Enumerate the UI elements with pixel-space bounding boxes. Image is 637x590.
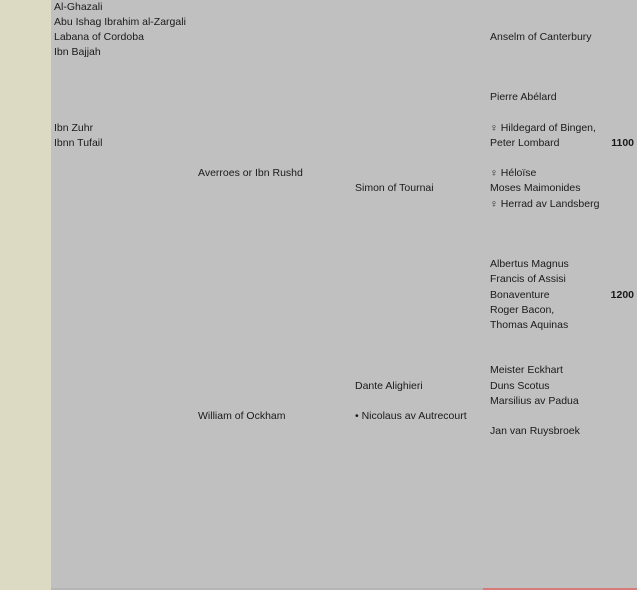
philosopher-name: Ibn Bajjah	[54, 46, 101, 58]
philosopher-name: Bonaventure	[490, 289, 550, 301]
philosopher-name: Thomas Aquinas	[490, 319, 569, 331]
philosopher-name: Ibnn Tufail	[54, 137, 103, 149]
philosopher-name: Ibn Zuhr	[54, 122, 94, 134]
philosopher-name: William of Ockham	[198, 410, 286, 422]
philosopher-name: ♀ Herrad av Landsberg	[490, 198, 600, 210]
philosopher-name: Simon of Tournai	[355, 182, 434, 194]
philosopher-name: Duns Scotus	[490, 380, 550, 392]
philosopher-name: Al-Ghazali	[54, 1, 103, 13]
philosopher-name: Roger Bacon,	[490, 304, 555, 316]
philosopher-name: Moses Maimonides	[490, 182, 581, 194]
philosopher-name: Dante Alighieri	[355, 380, 423, 392]
philosopher-name: Albertus Magnus	[490, 258, 569, 270]
philosopher-name: Meister Eckhart	[490, 364, 563, 376]
philosopher-name: • Nicolaus av Autrecourt	[355, 410, 467, 422]
philosopher-name: Jan van Ruysbroek	[490, 425, 580, 437]
philosopher-name: ♀ Hildegard of Bingen,	[490, 122, 596, 134]
philosopher-name: Averroes or Ibn Rushd	[198, 167, 303, 179]
philosopher-name: Abu Ishag Ibrahim al-Zargali	[54, 16, 186, 28]
philosopher-name: Francis of Assisi	[490, 273, 566, 285]
philosopher-name: Peter Lombard	[490, 137, 560, 149]
philosopher-name: ♀ Héloïse	[490, 167, 537, 179]
philosopher-name: Pierre Abélard	[490, 91, 557, 103]
philosopher-name: Marsilius av Padua	[490, 395, 579, 407]
philosopher-name: Anselm of Canterbury	[490, 31, 592, 43]
year-column	[0, 0, 51, 590]
year-1100: 1100	[611, 137, 634, 149]
philosopher-name: Labana of Cordoba	[54, 31, 144, 43]
year-1200: 1200	[610, 289, 634, 301]
